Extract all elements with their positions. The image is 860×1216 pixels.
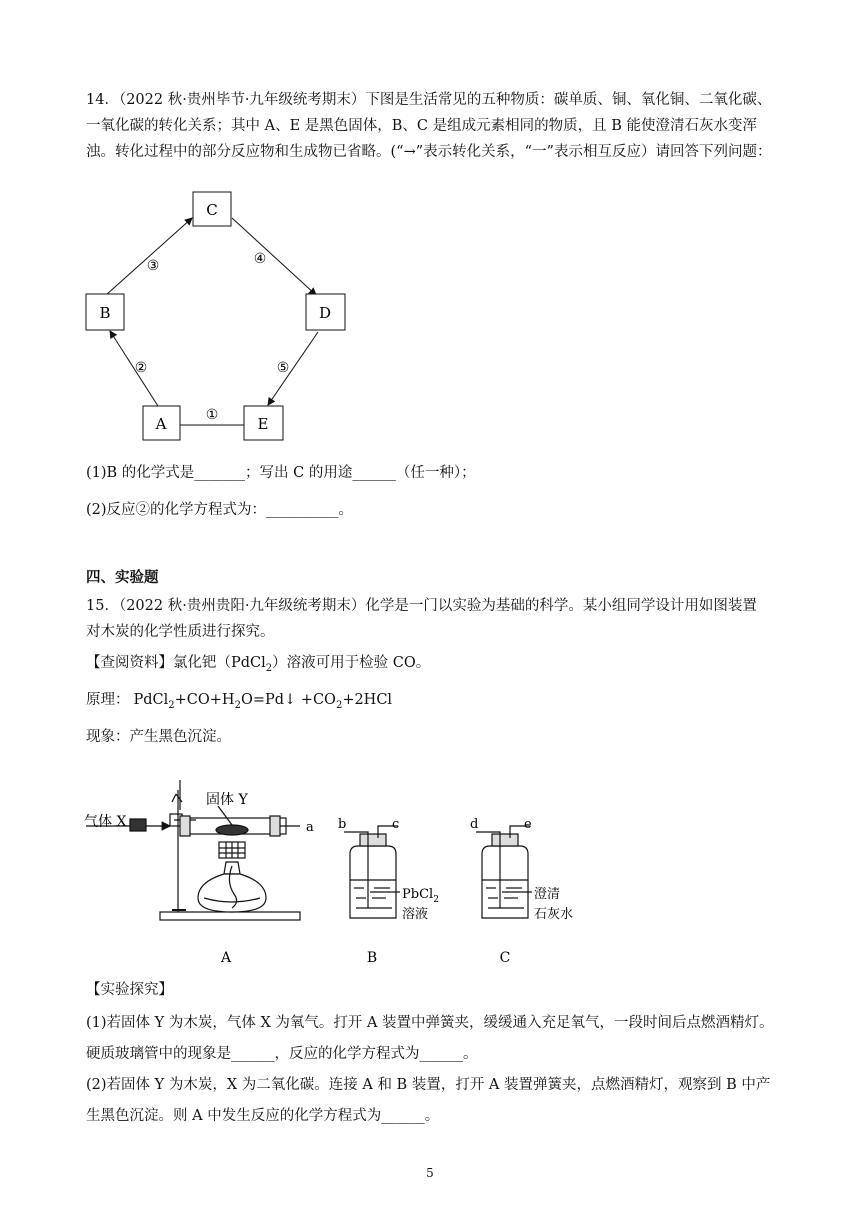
port-a-label: a	[306, 820, 314, 835]
principle-label: 原理：	[86, 691, 130, 708]
q15-line-2: 对木炭的化学性质进行探究。	[86, 624, 275, 640]
apparatus-a	[86, 780, 300, 920]
apparatus-figure	[0, 770, 860, 970]
conversion-diagram	[0, 0, 860, 460]
arrow-c-to-d	[232, 218, 316, 295]
q14-sub-1: (1)B 的化学式是_______；写出 C 的用途______（任一种）；	[86, 465, 476, 481]
page-number: 5	[426, 1166, 434, 1180]
apparatus-a-label: A	[220, 950, 232, 966]
principle-b: +CO+H	[174, 691, 235, 708]
node-d	[306, 294, 345, 330]
reaction-5-label: ⑤	[276, 360, 290, 376]
port-d-label: d	[470, 817, 479, 832]
node-e-label: E	[257, 415, 269, 433]
principle-a: PdCl	[133, 691, 169, 708]
reaction-4-label: ④	[253, 251, 267, 267]
reaction-1-label: ①	[205, 407, 219, 423]
q15-info-suffix: ）溶液可用于检验 CO。	[272, 655, 431, 671]
q14-line-2: 一氧化碳的转化关系；其中 A、E 是黑色固体，B、C 是组成元素相同的物质，且 B 能使澄清石灰水变浑	[86, 118, 758, 134]
node-b-label: B	[99, 304, 111, 322]
q14-subquestions	[86, 463, 776, 520]
apparatus-b-label: B	[366, 950, 378, 966]
principle-b-sub: 2	[234, 699, 241, 711]
port-e-label: e	[524, 817, 532, 832]
node-c-label: C	[206, 201, 218, 219]
explore-1-line-1: (1)若固体 Y 为木炭，气体 X 为氧气。打开 A 装置中弹簧夹，缓缓通入充足氧气，一段时间后点燃酒精灯。	[86, 1015, 774, 1031]
pbcl-sub: 2	[433, 895, 439, 905]
explore-2-line-1: (2)若固体 Y 为木炭，X 为二氧化碳。连接 A 和 B 装置，打开 A 装置弹簧夹，点燃酒精灯，观察到 B 中产	[86, 1077, 771, 1093]
node-c	[193, 192, 231, 226]
principle-c: O=Pd↓ +CO	[240, 691, 336, 708]
q15-phenomenon: 现象：产生黑色沉淀。	[86, 728, 231, 745]
section-heading: 四、实验题	[86, 570, 159, 586]
reaction-2-label: ②	[134, 360, 148, 376]
pbcl-label	[402, 887, 439, 905]
q15-info-prefix: 【查阅资料】氯化钯（PdCl	[86, 655, 266, 671]
solution-label: 溶液	[402, 907, 429, 922]
node-d-label: D	[318, 304, 332, 322]
reaction-3-label: ③	[146, 258, 160, 274]
pbcl-text: PbCl	[402, 887, 434, 902]
q15-info	[86, 653, 776, 679]
node-a	[143, 406, 180, 440]
node-e	[244, 406, 283, 440]
node-a-label: A	[155, 415, 167, 433]
explore-1-line-2: 硬质玻璃管中的现象是______，反应的化学方程式为______。	[86, 1046, 478, 1062]
port-b-label: b	[338, 817, 347, 832]
port-c-label: c	[392, 817, 400, 832]
q15-exploration	[86, 980, 776, 1126]
explore-title: 【实验探究】	[86, 982, 173, 998]
principle-c-sub: 2	[335, 699, 343, 711]
limewater-label-2: 石灰水	[534, 907, 574, 922]
apparatus-c	[476, 826, 532, 918]
arrow-d-to-e	[268, 332, 318, 405]
principle-a-sub: 2	[168, 699, 175, 711]
gas-x-label: 气体 X	[84, 814, 127, 830]
apparatus-b	[344, 826, 400, 918]
q15-info-sub: 2	[265, 662, 273, 674]
principle-d: +2HCl	[342, 691, 393, 708]
q14-line-3: 浊。转化过程中的部分反应物和生成物已省略。(“→”表示转化关系，“一”表示相互反应）请回答下列问题：	[86, 144, 772, 160]
explore-2-line-2: 生黑色沉淀。则 A 中发生反应的化学方程式为______。	[86, 1108, 440, 1124]
apparatus-c-label: C	[499, 950, 511, 966]
solid-y-label: 固体 Y	[206, 792, 248, 808]
limewater-label-1: 澄清	[534, 887, 561, 902]
q14-sub-2: (2)反应②的化学方程式为：__________。	[86, 502, 354, 518]
q15-principle	[86, 690, 776, 716]
node-b	[86, 294, 124, 330]
question-15-stem	[86, 596, 776, 747]
q15-line-1: 15．（2022 秋·贵州贵阳·九年级统考期末）化学是一门以实验为基础的科学。某小组同学设计用如图装置	[86, 598, 757, 614]
arrow-b-to-c	[106, 218, 192, 295]
q14-line-1: 14．（2022 秋·贵州毕节·九年级统考期末）下图是生活常见的五种物质：碳单质、铜、氧化铜、二氧化碳、	[86, 92, 772, 108]
